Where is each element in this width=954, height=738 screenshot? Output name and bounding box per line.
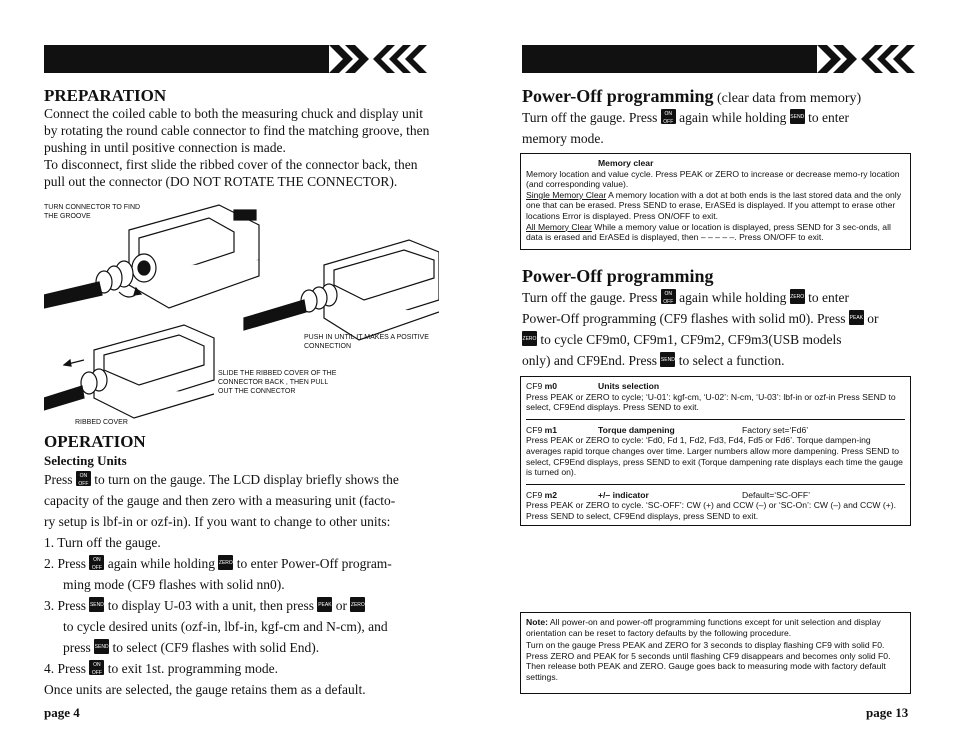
- on-off-button-icon: ON OFF: [661, 289, 676, 304]
- on-off-button-icon: ON OFF: [89, 660, 104, 675]
- caption-ribbed-cover: RIBBED COVER: [75, 419, 128, 426]
- cf9-m2-header: CF9 m2 +/– indicator Default=‘SC-OFF’: [526, 489, 811, 500]
- send-button-icon: SEND: [660, 352, 675, 367]
- step-4: 4. Press ON OFF to exit 1st. programming mode.: [44, 661, 278, 676]
- cf9-divider: [526, 484, 905, 485]
- left-header-bar: [44, 45, 329, 73]
- preparation-paragraph-1: Connect the coiled cable to both the measuring chuck and display unit by rotating the round cable connector to find the matching groove, then pushing in until positive connection is made.: [44, 106, 430, 155]
- peak-button-icon: PEAK: [849, 310, 864, 325]
- page-number-left: page 4: [44, 705, 80, 720]
- op-line-3: ry setup is lbf-in or ozf-in). If you want to change to other units:: [44, 514, 391, 529]
- caption-slide-cover: SLIDE THE RIBBED COVER OF THE CONNECTOR BACK , THEN PULL OUT THE CONNECTOR: [218, 370, 337, 395]
- operation-text: [44, 469, 444, 700]
- cf9-functions-box: [520, 376, 911, 526]
- cf9-m1-body: Press PEAK or ZERO to cycle: ‘Fd0, Fd 1, Fd2, Fd3, Fd4, Fd5 or Fd6’. Torque dampen-ing averages rapid torque changes over time. Larger numbers allow more dampening. Press SEND to select, CF9End displays, press SEND to exit (Torque dampening rate displays each time the gauge is turned on).: [526, 435, 903, 478]
- op-line-1: Press ON OFF to turn on the gauge. The LCD display briefly shows the: [44, 472, 399, 487]
- peak-button-icon: PEAK: [317, 597, 332, 612]
- power-off-programming-heading: Power-Off programming: [522, 266, 714, 286]
- power-off-programming-text: Turn off the gauge. Press ON OFF again while holding ZERO to enter Power-Off programming (CF9 flashes with solid m0). Press PEAK or ZERO to cycle CF9m0, CF9m1, CF9m2, CF9m3(USB models only) and CF9End. Press SEND to select a function.: [522, 290, 879, 368]
- page-number-right: page 13: [866, 705, 909, 720]
- op-line-2: capacity of the gauge and then zero with a measuring unit (facto-: [44, 493, 396, 508]
- right-header-chevrons-icon: [817, 45, 923, 73]
- preparation-text: [44, 105, 436, 190]
- note-p2: Turn on the gauge Press PEAK and ZERO for 3 seconds to display flashing CF9 with solid F0. Press ZERO and PEAK for 5 seconds until flashing CF9 disappears and becomes only solid F0. Then release both PEAK and ZERO. Gauge goes back to measuring mode with factory default settings.: [526, 640, 891, 682]
- memory-clear-all: All Memory Clear While a memory value or location is displayed, press SEND for 3 sec-onds, all data is erased and ErASEd is displayed, then – – – – –. Press ON/OFF to exit.: [526, 221, 891, 243]
- closing-line: Once units are selected, the gauge retains them as a default.: [44, 682, 366, 697]
- step-1: 1. Turn off the gauge.: [44, 535, 161, 550]
- memory-clear-box: [520, 153, 911, 250]
- zero-button-icon: ZERO: [350, 597, 365, 612]
- send-button-icon: SEND: [89, 597, 104, 612]
- step-2-cont: ming mode (CF9 flashes with solid nn0).: [63, 577, 285, 592]
- zero-button-icon: ZERO: [218, 555, 233, 570]
- preparation-heading: PREPARATION: [44, 86, 167, 105]
- step-3-cont: to cycle desired units (ozf-in, lbf-in, kgf-cm and N-cm), and: [63, 619, 388, 634]
- caption-turn-connector: TURN CONNECTOR TO FIND THE GROOVE: [44, 204, 141, 220]
- step-3: 3. Press SEND to display U-03 with a unit, then press PEAK or ZERO: [44, 598, 365, 613]
- cf9-m2-body: Press PEAK or ZERO to cycle. ‘SC-OFF’: CW (+) and CCW (–) or ‘SC-On’: CW (–) and CCW (+). Press SEND to select, CF9End displays, press SEND to exit.: [526, 500, 897, 521]
- preparation-paragraph-2: To disconnect, first slide the ribbed cover of the connector back, then pull out the connector (DO NOT ROTATE THE CONNECTOR).: [44, 157, 418, 189]
- memory-clear-single: Single Memory Clear A memory location with a dot at both ends is the last stored data and the only one that can be erased. Press SEND to erase, ErASEd is displayed. If you attempt to erase other locations Error is displayed. Press ON/OFF to exit.: [526, 189, 902, 221]
- connector-2: [244, 284, 337, 330]
- on-off-button-icon: ON OFF: [661, 109, 676, 124]
- on-off-button-icon: ON OFF: [76, 471, 91, 486]
- note-p1: Note: All power-on and power-off programming functions except for unit selection and display orientation can be reset to factory defaults by the following procedure.: [526, 617, 881, 638]
- note-box: [520, 612, 911, 694]
- memory-clear-title: Memory clear: [598, 158, 654, 168]
- right-header-bar: [522, 45, 817, 73]
- cf9-m0-header: CF9 m0 Units selection: [526, 381, 660, 391]
- selecting-units-heading: Selecting Units: [44, 453, 127, 468]
- connector-1: [44, 254, 156, 308]
- power-off-clear-heading: Power-Off programming (clear data from memory): [522, 86, 862, 106]
- step-3-cont-2: press SEND to select (CF9 flashes with solid End).: [63, 640, 320, 655]
- gauge-unit-illustration-2: [324, 240, 439, 340]
- step-2: 2. Press ON OFF again while holding ZERO to enter Power-Off program-: [44, 556, 392, 571]
- cf9-divider: [526, 419, 905, 420]
- caption-push-in: PUSH IN UNTIL IT MAKES A POSITIVE CONNECTION: [304, 334, 429, 350]
- on-off-button-icon: ON OFF: [89, 555, 104, 570]
- memory-clear-p1: Memory location and value cycle. Press PEAK or ZERO to increase or decrease memo-ry location (and corresponding value).: [526, 168, 900, 190]
- operation-heading: OPERATION: [44, 432, 146, 451]
- cf9-m0-body: Press PEAK or ZERO to cycle; ‘U-01’: kgf-cm, ‘U-02’: N-cm, ‘U-03’: lbf-in or ozf-in Press SEND to select, CF9End displays. Press SEND to exit.: [526, 391, 896, 413]
- zero-button-icon: ZERO: [790, 289, 805, 304]
- cf9-m1-header: CF9 m1 Torque dampening Factory set=‘Fd6’: [526, 424, 809, 435]
- left-header-chevrons-icon: [329, 45, 435, 73]
- zero-button-icon: ZERO: [522, 331, 537, 346]
- power-off-clear-text: Turn off the gauge. Press ON OFF again while holding SEND to enter memory mode.: [522, 110, 849, 146]
- gauge-unit-illustration-3: [94, 325, 214, 418]
- send-button-icon: SEND: [790, 109, 805, 124]
- send-button-icon: SEND: [94, 639, 109, 654]
